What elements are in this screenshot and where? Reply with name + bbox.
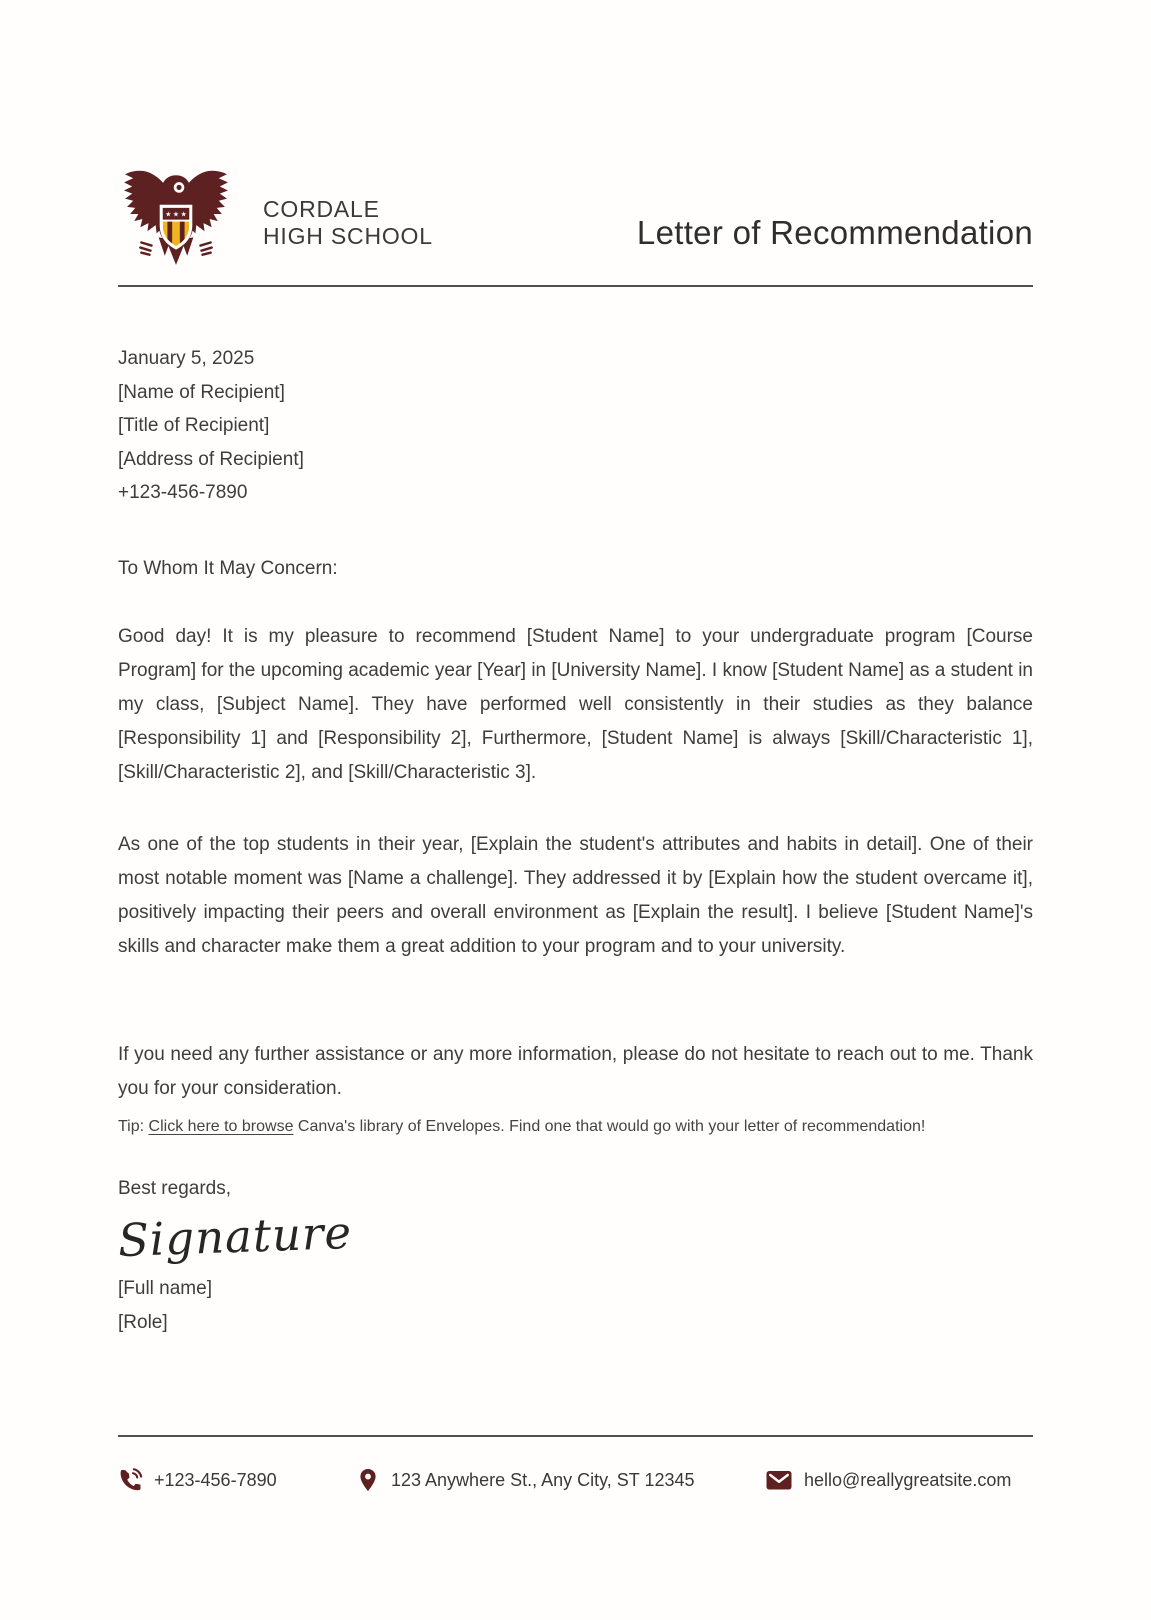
svg-text:★: ★: [172, 209, 180, 219]
tip-suffix: Canva's library of Envelopes. Find one that would go with your letter of recommendation!: [293, 1118, 926, 1135]
recipient-address: [Address of Recipient]: [118, 448, 304, 470]
salutation: To Whom It May Concern:: [118, 558, 338, 579]
location-pin-icon: [355, 1467, 381, 1493]
signer-full-name: [Full name]: [118, 1278, 212, 1299]
body-paragraph-1: Good day! It is my pleasure to recommend [Student Name] to your undergraduate program [Course Program] for the upcoming academic year [Year] in [University Name]. I know [Student Name] as a student in my class, [Subject Name]. They have performed well consistently in their studies as they balance [Responsibility 1] and [Responsibility 2], Furthermore, [Student Name] is always [Skill/Characteristic 1], [Skill/Characteristic 2], and [Skill/Characteristic 3].: [118, 626, 1033, 783]
body-paragraph-2: As one of the top students in their year, [Explain the student's attributes and habits in detail]. One of their most notable moment was [Name a challenge]. They addressed it by [Explain how the student overcame it], positively impacting their peers and overall environment as [Explain the result]. I believe [Student Name]'s skills and character make them a great addition to your program and to your university.: [118, 834, 1033, 957]
svg-text:★: ★: [165, 209, 172, 219]
signature-script: Signature: [117, 1205, 353, 1268]
footer-divider: [118, 1435, 1033, 1437]
recipient-block: [118, 342, 304, 510]
tip-prefix: Tip:: [118, 1118, 149, 1135]
closing-regards: Best regards,: [118, 1178, 231, 1199]
school-name-line2: HIGH SCHOOL: [263, 223, 433, 249]
recipient-phone: +123-456-7890: [118, 482, 248, 503]
recipient-title: [Title of Recipient]: [118, 415, 270, 436]
phone-icon: [116, 1466, 144, 1494]
envelope-icon: [764, 1465, 794, 1495]
footer: [0, 1458, 1151, 1502]
letter-date: January 5, 2025: [118, 348, 255, 369]
document-title: Letter of Recommendation: [636, 214, 1033, 251]
footer-phone-item: [116, 1458, 277, 1502]
body-paragraph-3: If you need any further assistance or any more information, please do not hesitate to reach out to me. Thank you for your consideration.: [118, 1044, 1033, 1099]
school-name-line1: CORDALE: [263, 196, 380, 222]
signer-role: [Role]: [118, 1312, 168, 1333]
footer-email-item: [764, 1458, 1011, 1502]
tip-browse-link[interactable]: Click here to browse: [148, 1118, 294, 1135]
header-divider: [118, 285, 1033, 287]
svg-text:★: ★: [180, 209, 187, 219]
footer-address-item: [355, 1458, 695, 1502]
footer-phone-text: +123-456-7890: [154, 1469, 277, 1490]
recipient-name: [Name of Recipient]: [118, 381, 285, 403]
tip-line: [118, 1116, 1078, 1138]
footer-email-text: hello@reallygreatsite.com: [804, 1469, 1012, 1490]
footer-address-text: 123 Anywhere St., Any City, ST 12345: [391, 1469, 695, 1490]
